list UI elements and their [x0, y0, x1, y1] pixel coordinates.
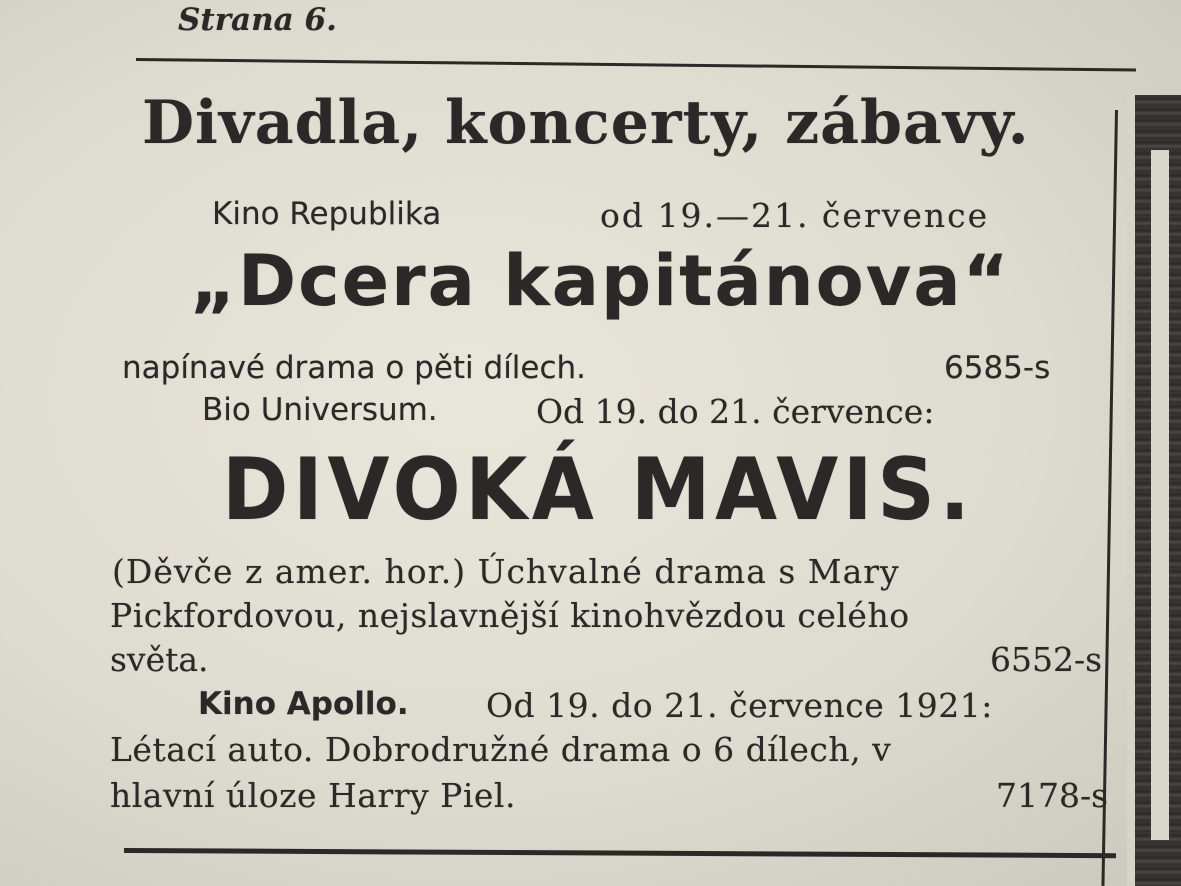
page-label: Strana 6. — [178, 2, 337, 38]
listing-2-venue: Bio Universum. — [202, 392, 438, 428]
listing-3-code: 7178-s — [996, 776, 1109, 815]
listing-1-title: „Dcera kapitánova“ — [190, 240, 1011, 322]
listing-2-description-line-1: (Děvče z amer. hor.) Úchvalné drama s Mary — [112, 552, 900, 591]
listing-3-schedule: Od 19. do 21. července 1921: — [486, 686, 993, 725]
listing-2-title: DIVOKÁ MAVIS. — [222, 440, 975, 540]
border-gap — [1127, 95, 1135, 886]
section-heading: Divadla, koncerty, zábavy. — [142, 88, 1030, 158]
listing-1-schedule: od 19.—21. července — [600, 196, 990, 235]
listing-1-description: napínavé drama o pěti dílech. — [122, 350, 587, 386]
listing-2-description-line-3: světa. — [110, 640, 209, 679]
column-rule — [1101, 110, 1118, 886]
listing-1-code: 6585-s — [944, 350, 1051, 386]
listing-3-description-line-2: hlavní úloze Harry Piel. — [110, 776, 516, 815]
listing-3-description-line-1: Létací auto. Dobrodružné drama o 6 dílech, v — [110, 730, 892, 769]
listing-2-code: 6552-s — [990, 640, 1103, 679]
bottom-rule — [124, 848, 1116, 858]
listing-3-venue: Kino Apollo. — [198, 686, 409, 722]
listing-2-schedule: Od 19. do 21. července: — [536, 392, 935, 431]
listing-1-venue: Kino Republika — [212, 196, 442, 232]
right-border-inner — [1151, 150, 1169, 840]
listing-2-description-line-2: Pickfordovou, nejslavnější kinohvězdou celého — [110, 596, 910, 635]
top-rule — [136, 58, 1136, 71]
